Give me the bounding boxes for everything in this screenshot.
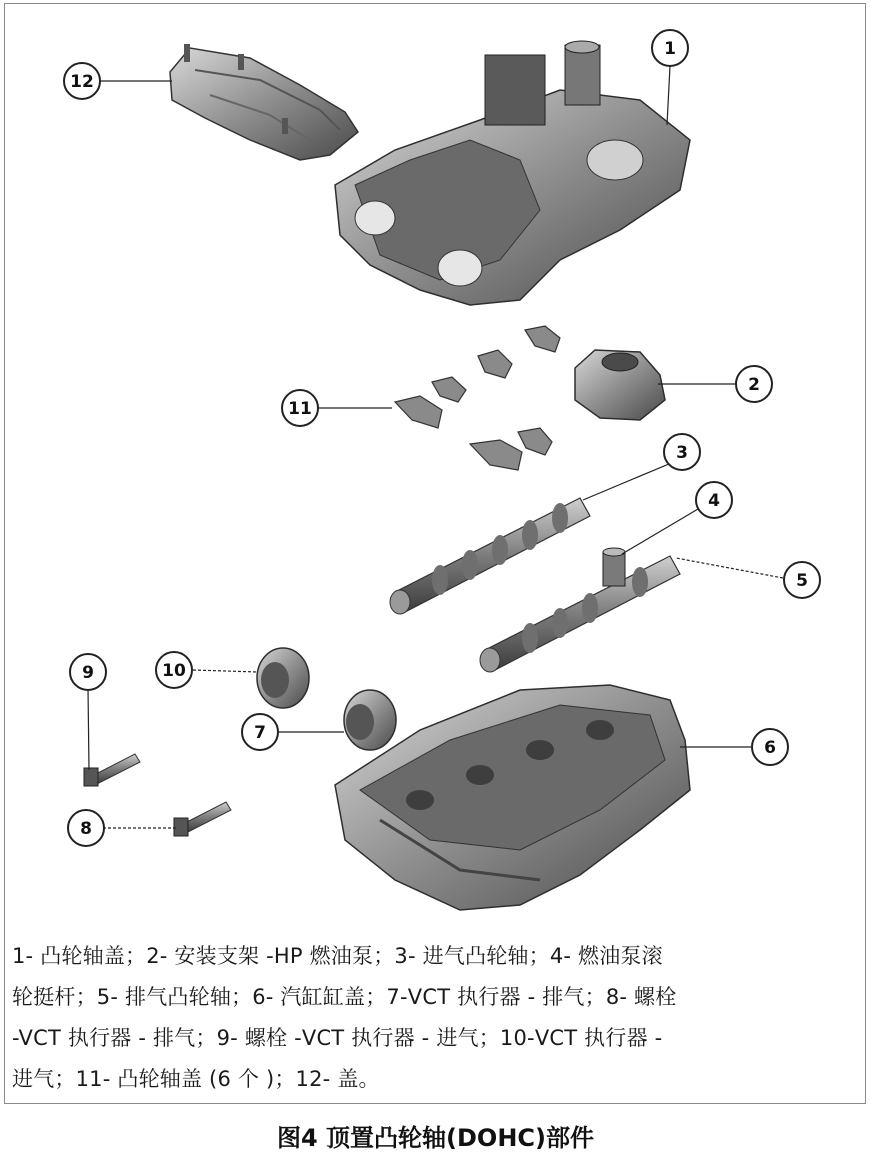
callout-label: 1 — [664, 39, 676, 59]
callout-11 — [282, 390, 318, 426]
part-vct-exhaust — [344, 690, 396, 750]
callout-2 — [736, 366, 772, 402]
leader-10 — [193, 670, 258, 672]
part-exhaust-camshaft — [480, 556, 680, 672]
callout-4 — [696, 482, 732, 518]
legend-line — [12, 1059, 852, 1100]
callout-label: 4 — [708, 491, 720, 511]
legend-line — [12, 1018, 852, 1059]
callout-12 — [64, 63, 100, 99]
leader-9 — [88, 688, 89, 770]
legend-line — [12, 977, 852, 1018]
part-camshaft-caps — [395, 326, 560, 470]
parts-legend — [12, 936, 852, 1100]
legend-text: -VCT 执行器 - 排气；9- 螺栓 -VCT 执行器 - 进气；10-VCT 执行器 - — [12, 1026, 663, 1050]
callout-10 — [156, 652, 192, 688]
callout-label: 5 — [796, 571, 808, 591]
leader-5 — [676, 558, 783, 578]
part-bolt-intake — [84, 754, 140, 786]
part-camshaft-cover — [335, 41, 690, 305]
callout-8 — [68, 810, 104, 846]
callout-5 — [784, 562, 820, 598]
callout-9 — [70, 654, 106, 690]
part-cover — [170, 44, 358, 160]
leader-4 — [622, 509, 698, 554]
leader-1 — [667, 66, 670, 125]
leader-3 — [583, 461, 676, 500]
callout-label: 8 — [80, 819, 92, 839]
callout-label: 7 — [254, 723, 266, 743]
legend-text: 1- 凸轮轴盖；2- 安装支架 -HP 燃油泵；3- 进气凸轮轴；4- 燃油泵滚 — [12, 944, 663, 968]
part-fuel-pump-bracket — [575, 350, 665, 420]
callout-label: 12 — [70, 72, 94, 92]
callout-label: 3 — [676, 443, 688, 463]
callout-label: 11 — [288, 399, 312, 419]
callout-7 — [242, 714, 278, 750]
legend-text: 进气；11- 凸轮轴盖 (6 个 )；12- 盖。 — [12, 1067, 380, 1091]
figure-caption: 图4 顶置凸轮轴(DOHC)部件 — [276, 1124, 594, 1152]
part-roller-follower — [603, 548, 625, 586]
callout-6 — [752, 729, 788, 765]
part-bolt-exhaust — [174, 802, 231, 836]
callout-label: 10 — [162, 661, 186, 681]
callout-label: 2 — [748, 375, 760, 395]
part-vct-intake — [257, 648, 309, 708]
callout-1 — [652, 30, 688, 66]
callout-label: 9 — [82, 663, 94, 683]
legend-text: 轮挺杆；5- 排气凸轮轴；6- 汽缸缸盖；7-VCT 执行器 - 排气；8- 螺栓 — [12, 985, 677, 1009]
callout-3 — [664, 434, 700, 470]
legend-line — [12, 936, 852, 977]
callout-label: 6 — [764, 738, 776, 758]
part-intake-camshaft — [390, 498, 590, 614]
